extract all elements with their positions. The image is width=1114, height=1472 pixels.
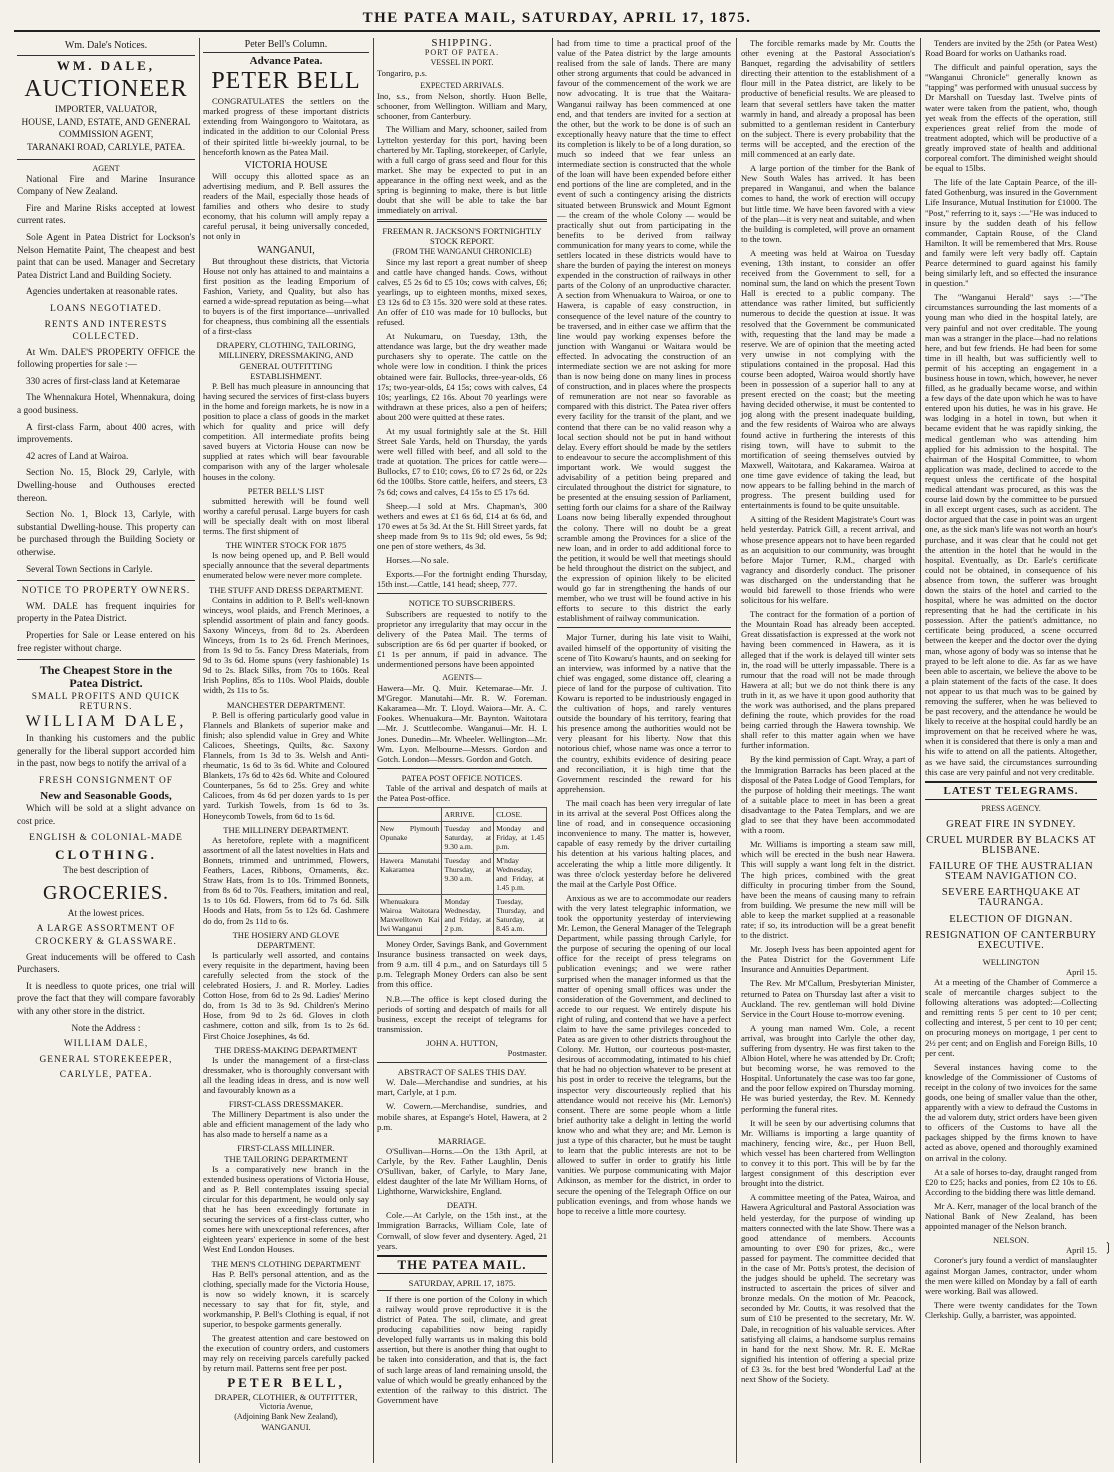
subheading: SMALL PROFITS AND QUICK RETURNS. [31, 692, 181, 713]
subheading: PATEA POST OFFICE NOTICES. [401, 772, 523, 783]
subheading: THE MILLINERY DEPARTMENT. [223, 824, 349, 835]
subheading: THE DRESS-MAKING DEPARTMENT [214, 1044, 358, 1055]
paragraph: A meeting was held at Wairoa on Tuesday evening, 13th instant, to consider an offer received from the Government to sell, for a nominal sum, the land on which the present Town Hall is erected to a public company. The attendance was rather limited, but sufficiently numerous to decide the question at issue. It was resolved that the Government be communicated with, requesting that the land may be made a reserve. We are of opinion that the meeting acted very unwise in not complying with the stipulations contained in the proposal. Had this course been adopted, Wairoa would shortly have been in possession of a superior hall to any at present erected on the coast; but the meeting having decided otherwise, it must be contented to jog along with the present inadequate building, and the few residents of Wairoa who are always found active in furthering the interests of this rising town, will have to submit to the mortification of seeing themselves outvied by Maxwell, Waitotara, and Kakaramea. Wairoa at one time gave evidence of taking the lead, but now appears to be falling behind in the march of progress. The present building used for entertainments is found to be quite unsuitable. [741, 247, 915, 511]
dateline-city: NELSON. [992, 1235, 1030, 1246]
paragraph: Section No. 15, Block 29, Carlyle, with Dwelling-house and Outhouses erected thereon. [17, 468, 195, 504]
paragraph: If there is one portion of the Colony in which a railway would prove reproductive it is the district of Patea. The soil, climate, and great producing capabilities now being rapidly developed fully warrants us in making this bold assertion, but there is another thing that ought to be taken into consideration, and that is, the fact of such large areas of land remaining unsold, the value of which would be greatly enhanced by the extention of the railway to this district. The Government have [377, 1293, 547, 1405]
paragraph: Section No. 1, Block 13, Carlyle, with substantial Dwelling-house. This property can be purchased through the Building Society or otherwise. [17, 510, 195, 558]
paragraph: 42 acres of Land at Wairoa. [26, 451, 129, 462]
subheading: LOANS NEGOTIATED. [50, 303, 162, 314]
paragraph: Subscribers are requested to notify to the proprietor any irregularity that may occur in the delivery of the Patea Mail. The terms of subscription are 6s 6d per quarter if booked, or £1 1s per annum, if paid in advance. The undermentioned persons have been appointed [377, 608, 547, 669]
table-cell: Whenuakura Wairoa Waitotara Maxwelltown Kai Iwi Wanganui [378, 895, 442, 936]
subheading: EXPECTED ARRIVALS. [420, 81, 504, 91]
ad-line: At the lowest prices. [67, 908, 145, 919]
paragraph: The mail coach has been very irregular of late in its arrival at the several Post Offices along the line of road, and in consequence occasioning inconvenience to many. The matter is, however, capable of easy remedy by the driver curtailing his detention at his various halting places, and accelerating the whip a little more diligently. It was three o'clock yesterday before he delivered the mail at the Carlyle Post Office. [557, 797, 731, 889]
subheading: FIRST-CLASS MILLINER. [237, 1143, 335, 1154]
subheading: NOTICE TO PROPERTY OWNERS. [21, 586, 191, 597]
ad-line: The best description of [63, 866, 149, 877]
paragraph: At Nukumaru, on Tuesday, 13th, the attendance was large, but the dry weather made purchasers shy to operate. The cattle on the whole were low in condition. I think the prices obtained were fair. Bullocks, three-year-olds, £6 17s; two-year-olds, £4 15s; cows with calves, £4 10s; yearlings, £2 16s. About 70 yearlings were withdrawn at these prices, also a pen of heifers; about 200 were quitted at these rates. [377, 331, 547, 422]
table-header: ARRIVE. [442, 808, 494, 822]
paragraph: A sitting of the Resident Magistrate's Court was held yesterday. Patrick Gill, a recent arrival, and whose presence appears not to have been regarded as an acquisition to our community, was brought before Major Turner, R.M., charged with vagrancy and disorderly conduct. The prisoner was discharged on the understanding that he would bid farewell to those friends who were solicitous for his welfare. [741, 514, 915, 606]
telegram-headline: GREAT FIRE IN SYDNEY. [946, 818, 1076, 830]
subheading: MANCHESTER DEPARTMENT. [226, 699, 346, 710]
paragraph: At Wm. DALE'S PROPERTY OFFICE the following properties for sale :— [17, 347, 195, 371]
paragraph: In thanking his customers and the public generally for the liberal support accorded him in the past, now begs to notify the arrival of a [17, 733, 195, 770]
paragraph: The life of the late Captain Pearce, of the ill-fated Gothenburg, was insured in the Government Life Insurance, Mutual Institution for £1000. The "Post," referring to it, says :—"He was induced to insure by the sudden death of his fellow commander, Captain Rouse, of the Cland Hamilton. It will be remembered that Mrs. Rouse and family were left very badly off. Captain Pearce determined to guard against his family being similarly left, and so effected the insurance in question." [925, 177, 1097, 289]
paper-date: SATURDAY, APRIL 17, 1875. [377, 1278, 547, 1291]
address-line: WILLIAM DALE, [63, 1039, 149, 1050]
section-heading: Wm. Dale's Notices. [17, 40, 195, 56]
paragraph: Contains in addition to P. Bell's well-known winceys, wool plaids, and French Merinoes, a splendid assortment of plain and fancy goods. Saxony Winceys, from 8d to 2s. Aberdeen Winceys, from 1s to 2s 6d. French Merinoes, from 1s 9d to 5s. Fancy Dress Materials, from 9d to 3s 6d. Home spuns (very fashionable) 1s 9d to 2s. Black Silks, from 70s to 160s. Real Irish Poplins, 85s to 110s. Wool Plaids, double width, 2s 11s to 5s. [203, 594, 369, 696]
divider [377, 593, 547, 594]
dateline-date: April 15. [1065, 966, 1097, 977]
telegrams-heading: LATEST TELEGRAMS. [925, 781, 1097, 800]
paragraph: Several instances having come to the knowledge of the Commissioner of Customs of receipt in the colony of two invoices for the same goods, one being of smaller value than the other, apparently with a view to defraud the Customs in the ad valorem duty, strict orders have been given to officers of the Customs to have all the packages shipped by the firms known to have acted as above, opened and thoroughly examined on arrival in the colony. [925, 1061, 1097, 1163]
paragraph: 330 acres of first-class land at Ketemarae [26, 376, 180, 387]
subheading: FIRST-CLASS DRESSMAKER. [228, 1099, 344, 1110]
address-line: GENERAL STOREKEEPER, [39, 1054, 173, 1065]
column-rule [920, 38, 921, 1463]
table-row [378, 854, 547, 895]
telegram-headline: ELECTION OF DIGNAN. [949, 913, 1073, 925]
table-cell: Tuesday, Thursday, and Saturday, at 8.45 a.m. [494, 895, 547, 936]
paragraph: submitted herewith will be found well worthy a careful perusal. Large buyers for cash will be specially dealt with on most liberal terms. The first shipment of [203, 495, 369, 537]
paragraph: It will be seen by our advertising columns that Mr. Williams is importing a large quantity of machinery, fencing wire, &c., per Huon Bell, which vessel has been chartered from Wellington to convey it to this port. This will be by far the largest consignment of this description ever brought into the district. [741, 1117, 915, 1189]
subheading: A LARGE ASSORTMENT OF CROCKERY & GLASSWARE. [35, 924, 177, 948]
ad-subtitle: IMPORTER, VALUATOR, [55, 105, 157, 116]
paragraph: W. Dale—Merchandise and sundries, at his mart, Carlyle, at 1 p.m. [377, 1077, 547, 1098]
paragraph: W. Cowern.—Merchandise, sundries, and mobile shares, at Espange's Hotel, Hawera, at 2 p.m. [377, 1101, 547, 1132]
section-heading: SHIPPING. [431, 38, 493, 49]
table-cell: Monday Wednesday, and Friday, at 2 p.m. [442, 895, 494, 936]
subheading: VESSEL IN PORT. [430, 58, 494, 68]
paragraph: The Whennakura Hotel, Whennakura, doing a good business. [17, 393, 195, 417]
paragraph: The Rev. Mr M'Callum, Presbyterian Minister, returned to Patea on Thursday last after a visit to Auckland. The rev. gentleman will hold Divine Service in the Court House to-morrow evening. [741, 978, 915, 1019]
paragraph: Is particularly well assorted, and contains every requisite in the department, having been carefully selected from the stock of the celebrated Hosiers, J. and R. Morley. Ladies Cotton Hose, from 6d to 2s 9d. Ladies' Merino do, from 1s 3d to 3s 9d. Children's Merino Hose, from 9d to 2s 6d. Gloves in cloth cashmere, cotton and silk, from 1s to 2s 6d. First Choice Josephines, 4s 6d. [203, 949, 369, 1041]
mail-table [377, 807, 547, 936]
subheading: FRESH CONSIGNMENT OF [39, 775, 173, 786]
paragraph: The William and Mary, schooner, sailed from Lyttelton yesterday for this port, having been chartered by Mr. Tapling, storekeeper, of Carlyle, with a full cargo of grass seed and flour for this market. She may be expected to put in an appearance in the offing next week, and as the spring is beginning to make, there is but little doubt that she will be able to take the bar immediately on arrival. [377, 124, 547, 216]
paragraph: It is needless to quote prices, one trial will prove the fact that they will compare favorably with any other store in the district. [17, 981, 195, 1018]
paragraph: Has P. Bell's personal attention, and as the clothing, specially made for the Victoria House, is now so widely known, it is scarcely necessary to say that for fit, style, and workmanship, P. Bell's Clothing is equal, if not superior, to bespoke garments generally. [203, 1268, 369, 1330]
subheading: THE HOSIERY AND GLOVE DEPARTMENT. [232, 929, 340, 950]
paragraph: P. Bell is offering particularly good value in Flannels and Blankets of superior make and finish; also splendid value in Grey and White Calicoes, Sheetings, Quilts, &c. Saxony Flannels, from 1s 3d to 3s. Welsh and Anti-rheumatic, 1s 6d to 3s 6d. White and Coloured Blankets, 17s 6d to 42s 6d. White and Coloured Counterpanes, 5s 6d to 25s. Grey and white Calicoes, from 4s 6d per dozen yards to 1s per yard. Turkish Towels, from 1s 6d to 3s. Honeycomb Towels, from 6d to 1s 6d. [203, 709, 369, 821]
subheading: NOTICE TO SUBSCRIBERS. [408, 598, 516, 609]
paragraph: A large portion of the timber for the Bank of New South Wales has arrived. It has been prepared in Wanganui, and when the balance comes to hand, the work of erection will occupy but little time. We have been favored with a view of the plan—it is very neat and suitable, and when the building is completed, will prove an ornament to the town. [741, 163, 915, 244]
divider [557, 627, 731, 628]
table-cell: Tuesday and Saturday, at 9.30 a.m. [442, 822, 494, 854]
paragraph: Is now being opened up, and P. Bell would specially announce that the several departments enumerated below were never more complete. [203, 550, 369, 581]
divider [17, 580, 195, 581]
paragraph: Will occupy this allotted space as an advertising medium, and P. Bell assures the readers of the Mail, especially those heads of families and others who desire to study economy, that his column will amply repay a careful perusal, it being universally conceded, not only in [203, 170, 369, 242]
paragraph: There were twenty candidates for the Town Clerkship. Gully, a barrister, was appointed. [925, 1299, 1097, 1320]
subheading: DEATH. [446, 1200, 478, 1211]
subheading: PRESS AGENCY. [981, 803, 1041, 813]
paragraph: Tenders are invited by the 25th (or Patea West) Road Board for works on Uathanks road. [925, 38, 1097, 59]
paragraph: Mr A. Kerr, manager of the local branch of the National Bank of New Zealand, has been appointed manager of the Nelson branch. [925, 1200, 1097, 1232]
ad-name: WM. DALE, [56, 57, 156, 73]
subheading: THE MEN'S CLOTHING DEPARTMENT [211, 1258, 361, 1269]
agents-list: Hawera—Mr. Q. Muir. Ketemarae—Mr. J. M'Gregor. Manutahi—Mr. R. W. Foreman. Kakaramea—Mr. T. Lloyd. Waiora—Mr. A. C. Fookes. Whenuakura—Mr. Baynton. Waitotara—Mr. J. Scuttlecombe. Wanganui—Mr. H. I. Jones. Dunedin—Mr. Wheeler. Wellington—Mr. Wm. Lyon. Melbourne—Messrs. Gordon and Gotch. London—Messrs. Gordon and Gotch. [377, 683, 547, 764]
column-editorial [554, 38, 734, 1463]
paragraph: Agencies undertaken at reasonable rates. [26, 287, 178, 298]
paragraph: Anxious as we are to accommodate our readers with the very latest telegraphic information, we took the opportunity yesterday of interviewing Mr. Lemon, the General Manager of the Telegraph Department, while passing through Carlyle, for the purpose of securing the opening of our local office for the receipt of press telegrams on publication evenings; and we were rather surprised when the manager informed us that the matter of opening small offices was under the consideration of the Government, and declined to accede to our request. We entirely dispute his right of ruling, and contend that we have a perfect claim to have the same privileges conceded to Patea as are given to other districts throughout the Colony. Mr. Hutton, our courteous post-master, desirous of accommodating, intimated to his chief that he had no objection whatever to be present at his post in order to receive the telegrams, but the inspector very discourteously replied that his attendance would not receive his (Mr. Lemon's) consent. There are some people whom a little brief authority take a delight in letting the world know who and what they are; and Mr. Lemon is just a type of this character, but he must be taught to learn that the public interests are not to be allowed to suffer in order to gratify his little vanities. We purpose communicating with Major Atkinson, as member for the district, in order to secure the opening of the Telegraph Office on our publication evenings, and from whose hands we hope to receive a little more courtesy. [557, 892, 731, 1216]
paragraph: Since my last report a great number of sheep and cattle have changed hands. Cows, without calves, £5 2s 6d to £5 10s; cows with calves, £6; yearlings, up to eighteen months, mixed sexes, £3 12s 6d to £3 15s. 320 were sold at these rates. An offer of £10 was made for 10 bullocks, but refused. [377, 256, 547, 328]
ad-headline: GROCERIES. [42, 881, 170, 904]
table-row [378, 895, 547, 936]
column-telegrams [922, 38, 1100, 1463]
paragraph: Is a comparatively new branch in the extended business operations of Victoria House, and as P. Bell contemplates issuing special circular for this department, he would only say that he has been exceedingly fortunate in securing the services of a first-class cutter, who comes here with unexceptional references, after eighteen years' experience in some of the best West End London Houses. [203, 1163, 369, 1255]
paragraph: Table of the arrival and despatch of mails at the Patea Post-office. [377, 782, 547, 803]
telegram-headline: RESIGNATION OF CANTERBURY EXECUTIVE. [925, 929, 1097, 951]
ad-title: AUCTIONEER [24, 76, 188, 103]
paragraph: Coroner's jury found a verdict of manslaughter against Morgan James, contractor, under whom the men were killed on Monday by a fall of earth were working. Bail was allowed. [925, 1255, 1097, 1296]
ad-signature-line: (Adjoining Bank New Zealand), [234, 1411, 338, 1421]
subheading: AGENTS— [442, 673, 482, 683]
agent-label: AGENT [92, 163, 120, 173]
table-header [378, 808, 442, 822]
subheading: THE WINTER STOCK FOR 1875 [225, 540, 347, 551]
paragraph: A committee meeting of the Patea, Wairoa, and Hawera Agricultural and Pastoral Association was held yesterday, for the purpose of winding up matters connected with the late Show. There was a good attendance of members. Accounts amounting to over £90 for prizes, &c., were passed for payment. The committee decided that in the case of Mr. Potts's protest, the decision of the judges should be upheld. The secretary was instructed to ascertain the prices of silver and bronze medals. On the motion of Mr. Peacock, seconded by Mr. Coutts, it was resolved that the sum of £10 be presented to the secretary, Mr. W. Dale, in recognition of his valuable services. After satisfying all claims, a handsome surplus remains in hand for the next Show. Mr. R. E. McRae signified his intention of offering a special prize of £3 3s. for the best bred 'Wonderful Lad' at the next Show of the Society. [741, 1192, 915, 1384]
ad-subtitle: HOUSE, LAND, ESTATE, AND GENERAL COMMISSION AGENT, [21, 117, 191, 141]
vessel-list: Ino, s.s., from Nelson, shortly. Huon Belle, schooner, from Wellington. William and Mary, schooner, from Canterbury. [377, 91, 547, 122]
paragraph: But throughout these districts, that Victoria House not only has attained to and maintains a first position as the leading Emporium of Fashion, Variety, and Quality, but also has earned a wide-spread reputation as being—what to buyers is of the first importance—unrivalled for cheapness, thus combining all the essentials of a first-class [203, 255, 369, 337]
paragraph: Fire and Marine Risks accepted at lowest current rates. [17, 203, 195, 227]
paragraph: The "Wanganui Herald" says :—"The circumstances surrounding the last moments of a young man who died in the hospital lately, are very painful and not over creditable. The young man was a stranger in the place—had no relations here, and but few friends. He had been for some time in ill health, but was sufficiently well to permit of his accepting an engagement in a business house in town, which, however, he never filled, as he gradually became worse, and within a few days of the date upon which he was to have entered upon his duties, he was in his grave. He was lodging in a hotel in town, but when it became evident that he was rapidly sinking, the medical gentleman who was attending him applied for his admission to the hospital. The chairman of the Hospital Committee, to whom application was made, declined to accede to the request unless the certificate of the hospital medical attendant was procured, as this was the course laid down by the committee to be pursued in all except urgent cases, such as accident. The doctor argued that the case in point was an urgent one, as the sick man's life was not worth an hour's purchase, and it was clear that he could not get the attention in the hotel that he would in the hospital. Eventually, as Dr. Earle's certificate could not be obtained, in consequence of his absence from town, the sufferer was brought down the stairs of the hotel and carried to the hospital, where he was admitted on the doctor representing that he had the certificate in his possession. After the patient's admittance, no certificate being produced, a scene occurred between the keeper and the doctor over the dying man, whose agony of body was so intense that he prayed to be left alone to die. As far as we have been able to ascertain, we believe the above to be a plain statement of the facts of the case. It does not appear to us that much was to be gained by removing the sufferer, when he was believed to be past recovery, and the attendance he would be likely to receive at the hospital could hardly be an improvement on that he received where he was, when it is considered that there is only a man and his wife to attend on all the patients. Altogether, as we have said, the circumstances surrounding this case are very painful and not very creditable. [925, 292, 1097, 777]
paragraph: Horses.—No sale. [386, 555, 449, 566]
divider [377, 219, 547, 222]
subheading: RENTS AND INTERESTS COLLECTED. [44, 319, 168, 343]
column-rule [736, 38, 737, 1463]
ad-headline: Patea District. [69, 675, 143, 690]
ad-signature-line: DRAPER, CLOTHIER, & OUTFITTER, [214, 1391, 358, 1402]
ad-headline: Advance Patea. [249, 55, 323, 68]
paragraph: N.B.—The office is kept closed during the periods of sorting and despatch of mails for all business, except the receipt of telegrams for transmission. [377, 993, 547, 1034]
table-header: CLOSE. [494, 808, 547, 822]
subheading: THE STUFF AND DRESS DEPARTMENT. [209, 584, 363, 595]
margin-mark-icon: ❳ [1103, 1240, 1114, 1254]
subheading: FREEMAN R. JACKSON'S FORTNIGHTLY STOCK REPORT. [382, 226, 542, 247]
paragraph: The greatest attention and care bestowed on the execution of country orders, and customers may rely on receiving parcels carefully packed by return mail. Patterns sent free per post. [203, 1333, 369, 1374]
paragraph: At my usual fortnightly sale at the St. Hill Street Sale Yards, held on Thursday, the yards were well filled with beef, and all sold to the trade at quotation. The prices for cattle were—Bullocks, £7 to £10; cows, £6 to £7 2s 6d, or 22s 6d the 100lbs. Store cattle, heifers, and steers, £3 7s 6d; cows and calves, £4 15s to £5 17s 6d. [377, 426, 547, 497]
paragraph: P. Bell has much pleasure in announcing that having secured the services of first-class buyers in the home and foreign markets, he is now in a position to place a class of goods in the market which for quality and price will defy competition. All intermediate profits being saved buyers at Victoria House can now be supplied at rates which will bear favourable comparison with any of the larger wholesale houses in the colony. [203, 380, 369, 482]
subheading: PORT OF PATEA. [424, 48, 500, 58]
paper-title: THE PATEA MAIL. [377, 1255, 547, 1274]
paragraph: At a sale of horses to-day, draught ranged from £20 to £25; hacks and ponies, from £2 10s to £6. According to the bidding there was little demand. [925, 1166, 1097, 1197]
divider [377, 1062, 547, 1063]
divider [17, 159, 195, 160]
subheading: (FROM THE WANGANUI CHRONICLE) [392, 246, 532, 256]
paragraph: Properties for Sale or Lease entered on his free register without charge. [17, 630, 195, 654]
table-cell: Hawera Manutahi Kakaramea [378, 854, 442, 895]
subheading: THE TAILORING DEPARTMENT [224, 1153, 348, 1164]
signature-title: Postmaster. [507, 1048, 547, 1059]
paragraph: Sheep.—I sold at Mrs. Chapman's, 300 wethers and ewes at £1 6s 6d, £14 at 6s 6d, and 170 ewes at 5s 3d. At the St. Hill Street yards, fat sheep made from 9s to 11s 9d; old ewes, 5s 9d; one pen of store wethers, 4s 3d. [377, 500, 547, 552]
paragraph: O'Sullivan—Horns.—On the 13th April, at Carlyle, by the Rev. Father Laughlin, Denis O'Sullivan, baker, of Carlyle, to Mary Jane, eldest daughter of the late Mr William Horns, of Lighthorne, Warwickshire, England. [377, 1145, 547, 1197]
paragraph: Several Town Sections in Carlyle. [26, 564, 153, 575]
telegram-headline: CRUEL MURDER BY BLACKS AT BLISBANE. [926, 834, 1096, 857]
table-cell: New Plymouth Opunake [378, 822, 442, 854]
table-cell: M'nday Wednesday, and Friday, at 1.45 p.m. [494, 854, 547, 895]
dateline-date: April 15. [1065, 1245, 1097, 1256]
paragraph: Money Order, Savings Bank, and Government Insurance business transacted on week days, from 9 a.m. till 4 p.m., and on Saturdays till 5 p.m. Telegraph Money Orders can also be sent from this office. [377, 939, 547, 990]
paragraph: Major Turner, during his late visit to Waihi, availed himself of the opportunity of visiting the scene of Tito Kowaru's haunts, and on seeking for an interview, was informed by a native that the chief was engaged, some distance off, clearing a piece of land for the purpose of cultivation. Tito Kowaru is reported to be industriously engaged in the cultivation of hops, and rarely ventures outside the boundary of his territory, fearing that his presence among the authorities would not be very pleasant for his liberty. Now that this notorious chief, whose name was once a terror to the country, exhibits evidence of desiring peace and reconciliation, it is high time that the Government rescinded the reward for his apprehension. [557, 632, 731, 794]
section-heading: Peter Bell's Column. [203, 40, 369, 53]
paragraph: National Fire and Marine Insurance Company of New Zealand. [17, 174, 195, 198]
paragraph: Mr. Williams is importing a steam saw mill, which will be erected in the bush near Hawera. This will supply a want long felt in the district. The high prices, combined with the great difficulty in procuring timber from the Sound, have been the means of causing many to refrain from building. We presume the new mill will be able to keep the market supplied at a reasonable rate; if so, its introduction will be a great benefit to the district. [741, 839, 915, 941]
paragraph: A young man named Wm. Cole, a recent arrival, was brought into Carlyle the other day, suffering from dysentry. He was first taken to the Albion Hotel, where he was attended by Dr. Croft; but becoming worse, he was removed to the Hospital. Unfortunately the case was too far gone, and the poor fellow expired on Thursday morning. He was buried yesterday, the Rev. M. Kennedy performing the funeral rites. [741, 1022, 915, 1114]
paragraph: Mr. Joseph Ivess has been appointed agent for the Patea District for the Government Life Insurance and Annuities Department. [741, 944, 915, 975]
paragraph: The Millinery Department is also under the able and efficient management of the lady who has also made to herself a name as a [203, 1109, 369, 1140]
telegram-headline: FAILURE OF THE AUSTRALIAN STEAM NAVIGATION CO. [928, 861, 1094, 883]
subheading: MARRIAGE. [438, 1135, 486, 1146]
subheading: ENGLISH & COLONIAL-MADE [29, 833, 183, 844]
subheading: ABSTRACT OF SALES THIS DAY. [397, 1067, 527, 1078]
paragraph: The forcible remarks made by Mr. Coutts the other evening at the Pastoral Association's Banquet, regarding the advisability of settlers directing their attention to the establishment of a flour mill in the Patea district, are likely to be productive of beneficial results. We are pleased to learn that several settlers have taken the matter warmly in hand, and already a proposal has been submitted to a gentleman resident in Canterbury on the subject. There is every probability that the terms will be accepted, and the erection of the mill commenced at an early date. [741, 38, 915, 160]
column-dale-notices [14, 38, 198, 1463]
ad-signature: PETER BELL, [227, 1374, 345, 1390]
ad-headline: The Cheapest Store in the [39, 663, 173, 678]
paragraph: The difficult and painful operation, says the "Wanganui Chronicle" generally known as "tapping" was performed with unusual success by Dr Marshall on Tuesday last. Twelve pints of water were taken from the patient, who, though yet weak from the effects of the operation, still experiences great relief from the mode of treatment adopted, which will be productive of a greatly improved state of health and additional corporeal comfort. The diminished weight should be equal to 15lbs. [925, 62, 1097, 174]
table-cell: Tuesday and Thursday, at 9.30 a.m. [442, 854, 494, 895]
telegram-headline: SEVERE EARTHQUAKE AT TAURANGA. [941, 887, 1081, 909]
address-line: CARLYLE, PATEA. [59, 1070, 153, 1081]
dateline-city: WELLINGTON [982, 956, 1040, 967]
divider [377, 768, 547, 769]
subheading: VICTORIA HOUSE [244, 159, 328, 171]
ad-signature-line: WANGANUI. [261, 1421, 311, 1432]
ad-name: WILLIAM DALE, [25, 713, 187, 731]
subheading: PETER BELL'S LIST [247, 485, 325, 496]
paragraph: Great inducements will be offered to Cash Purchasers. [17, 952, 195, 976]
masthead: THE PATEA MAIL, SATURDAY, APRIL 17, 1875. [14, 10, 1100, 32]
paragraph: Exports.—For the fortnight ending Thursday, 15th inst.—Cattle, 141 head; sheep, 777. [377, 569, 547, 590]
paragraph: A first-class Farm, about 400 acres, with improvements. [17, 422, 195, 446]
column-shipping-notices [374, 38, 550, 1463]
paragraph: Which will be sold at a slight advance on cost price. [17, 803, 195, 827]
vessel-list: Tongariro, p.s. [377, 68, 427, 79]
paragraph: At a meeting of the Chamber of Commerce a scale of mercantile charges subject to the following alterations was adopted:—Collecting and remitting rents 5 per cent to 10 per cent; collecting and interest, 5 per cent to 10 per cent; on procuring moneys on mortgage, 1 per cent to 2½ per cent; and on English and Foreign Bills, 10 per cent. [925, 976, 1097, 1058]
paragraph: Is under the management of a first-class dressmaker, who is thoroughly conversant with all the leading ideas in dress, and is now well and favourably known as a [203, 1054, 369, 1095]
table-cell: Monday and Friday, at 1.45 p.m. [494, 822, 547, 854]
ad-title: PETER BELL [211, 68, 361, 95]
table-row [378, 822, 547, 854]
paragraph: CONGRATULATES the settlers on the marked progress of these important districts extending from Waingongoro to Waitotara, as indicated in the addition to our Colonial Press of their spirited little bi-weekly journal, to be henceforth known as the Patea Mail. [203, 96, 369, 157]
subheading: DRAPERY, CLOTHING, TAILORING, MILLINERY, DRESSMAKING, AND GENERAL OUTFITTING ESTABLISHMENT. [216, 340, 356, 381]
ad-headline: New and Seasonable Goods, [40, 790, 172, 803]
ad-headline: CLOTHING. [55, 846, 157, 862]
subheading: WANGANUI, [257, 244, 315, 256]
paragraph: had from time to time a practical proof of the value of the Patea district by the large amounts realised from the sale of lands. There are many other strong arguments that could be advanced in favour of the commencement of the work we are now advocating. It is true that the Waitara-Wanganui railway has been commenced at one end, and that tenders are invited for a section at the other, but the work to be done is of such an exceptionally heavy nature that the time to effect its completion is likely to be of a long duration, so much so indeed that we fear unless an intermediate section is constructed that the whole of the loan will have been expended before either end portions of the line are completed, and in the event of such a contingency arising the districts situated between Brunswick and Mount Egmont — the cream of the whole Colony — would be practically shut out from participating in the benefits to be derived from railway communication for many years to come, while the settlers located in these districts would have to share the burden of paying the interest on moneys expended in the construction of railways in other parts of the Colony of an unproductive character. A section from Whenuakura to Wairoa, or one to Hawera, is capable of easy construction, in consequence of the level nature of the country to be traversed, and in either case we affirm that the line would pay working expenses before the junction with Wanganui or Waitara would be effected. In advocating the construction of an intermediate section we are not asking for more than is now being done on many lines in process of construction, and in places where the prospects of remuneration are not near so favorable as compared with this district. The Patea river offers every facility for the transit of the plant, and we contend that there can be no valid reason why a local section should not be put in hand without delay. Every effort should be made by the settlers to endeavour to secure the accomplishment of this important work. We would suggest the advisability of a petition being prepared and circulated throughout the district for signature, to be presented at the ensuing session of Parliament, setting forth our claims for a share of the Railway Loans now being liberally expended throughout the colony. There will no doubt be a great scramble among the Provinces for a slice of the new loan, and in order to add additional force to the petition, it would be well that meetings should be held throughout the district on the subject, and the expression of opinion likely to be elicited would go far in strengthening the hands of our member, who we trust will be found active in his efforts to secure to this district the early establishment of railway communication. [557, 38, 731, 624]
paragraph: Sole Agent in Patea District for Lockson's Nelson Hematite Paint, The cheapest and best paint that can be used. Manager and Secretary Patea District Land and Building Society. [17, 232, 195, 281]
paragraph: As heretofore, replete with a magnificent assortment of all the latest novelties in Hats and Bonnets, trimmed and untrimmed, Flowers, Feathers, Laces, Ribbons, Ornaments, &c. Straw Hats, from 1s to 10s. Trimmed Bonnets, from 8s 6d to 70s. Feathers, imitation and real, 1s to 10s 6d. Flowers, from 6d to 7s 6d. Silk Hoods and Hats, from 5s to 12s 6d. Cashmere do do, from 2s 11d to 6s. [203, 834, 369, 926]
divider [17, 659, 195, 660]
paragraph: WM. DALE has frequent inquiries for property in the Patea District. [17, 601, 195, 625]
paragraph: The contract for the formation of a portion of the Mountain Road has already been accepted. Great dissatisfaction is expressed at the work not having been commenced in Hawera, as it is alleged that if the work is delayed till winter sets in, the road will be utterly impassable. There is a rumour that the road will not be made through Hawera at all; but we do not think there is any truth in it, as we have it upon good authority that the work was authorised, and the plans prepared defining the route, which provides for the road being carried through the Hawera township. We shall refer to this matter again when we have further information. [741, 609, 915, 751]
column-rule [552, 38, 553, 1463]
column-peter-bell [200, 38, 372, 1463]
ad-subtitle: TARANAKI ROAD, CARLYLE, PATEA. [26, 142, 186, 153]
paragraph: Cole.—At Carlyle, on the 15th inst., at the Immigration Barracks, William Cole, late of Cornwall, of slow fever and dysentery. Aged, 21 years. [377, 1210, 547, 1251]
ad-signature-line: Victoria Avenue, [259, 1401, 313, 1411]
paragraph: By the kind permission of Capt. Wray, a part of the Immigration Barracks has been placed at the disposal of the Patea Lodge of Good Templars, for the purpose of holding their meetings. The want of a suitable place to meet in has been a great disadvantage to the Patea Templars, and we are glad to see that they have been accommodated with a room. [741, 754, 915, 836]
signature: JOHN A. HUTTON, [426, 1037, 498, 1048]
column-local-news [738, 38, 918, 1463]
ad-line: Note the Address : [71, 1023, 141, 1034]
